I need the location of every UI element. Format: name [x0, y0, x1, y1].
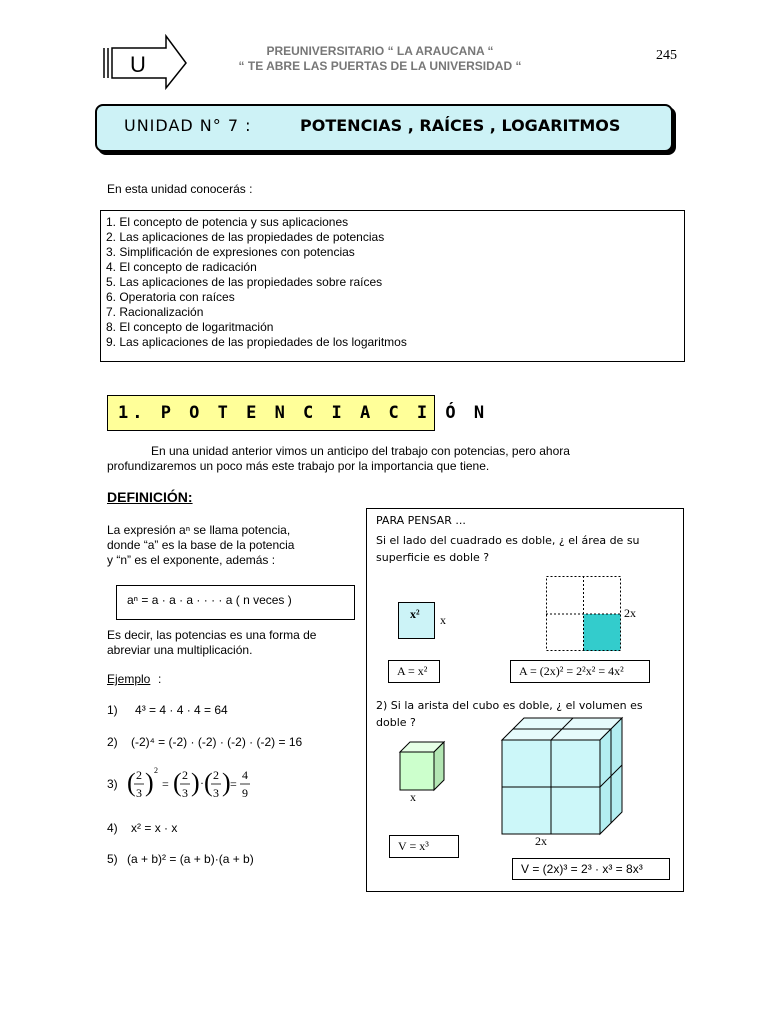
definition-line-2: donde “a” es la base de la potencia [107, 538, 295, 552]
svg-text:=: = [230, 777, 237, 791]
example-number: 1) [107, 703, 118, 717]
svg-text:2: 2 [136, 768, 142, 782]
example-5 [107, 852, 254, 866]
small-cube [398, 740, 448, 792]
think-question-1: Si el lado del cuadrado es doble, ¿ el área de su superficie es doble ? [376, 534, 640, 564]
paragraph-line-1: En una unidad anterior vimos un anticipo del trabajo con potencias, pero ahora [151, 444, 570, 458]
big-square-grid [546, 576, 622, 652]
power-formula: aⁿ = a · a · a · · · · a ( n veces ) [116, 585, 355, 620]
small-cube-side-label: x [410, 790, 416, 804]
svg-text:(: ( [173, 768, 182, 797]
topic-item: 1. El concepto de potencia y sus aplicaciones [106, 215, 349, 229]
topic-item: 6. Operatoria con raíces [106, 290, 235, 304]
area-big-formula: A = (2x)² = 2²x² = 4x² [510, 660, 650, 683]
intro-paragraph [107, 444, 607, 474]
area-small-formula: A = x² [388, 660, 440, 683]
svg-text:): ) [191, 768, 200, 797]
examples-title: Ejemplo [107, 672, 151, 686]
example-4 [107, 821, 177, 835]
svg-text:=: = [162, 777, 169, 791]
svg-text:2: 2 [154, 766, 158, 775]
think-question-2: 2) Si la arista del cubo es doble, ¿ el volumen es doble ? [376, 699, 643, 729]
example-number-3: 3) [107, 777, 118, 791]
definition-line-3: y “n” es el exponente, además : [107, 553, 276, 567]
example-expression: (-2)⁴ = (-2) · (-2) · (-2) · (-2) = 16 [131, 735, 303, 749]
definition-title: DEFINICIÓN: [107, 489, 193, 505]
unit-logo-letter: U [130, 52, 146, 77]
svg-text:3: 3 [182, 786, 188, 800]
example-number: 4) [107, 821, 118, 835]
svg-text:·: · [200, 776, 204, 790]
big-cube [500, 716, 626, 838]
unit-label: UNIDAD N° 7 : [124, 116, 252, 135]
example-1 [107, 703, 228, 717]
svg-text:9: 9 [242, 786, 248, 800]
institution-header [200, 44, 560, 74]
think-title: PARA PENSAR ... [376, 514, 466, 527]
page-number: 245 [656, 48, 677, 63]
summary-line-2: abreviar una multiplicación. [107, 643, 253, 657]
topic-item: 9. Las aplicaciones de las propiedades de los logaritmos [106, 335, 407, 349]
topic-item: 3. Simplificación de expresiones con potencias [106, 245, 355, 259]
small-square-side-label: x [440, 613, 446, 627]
svg-text:4: 4 [242, 768, 248, 782]
svg-text:3: 3 [213, 786, 219, 800]
svg-text:(: ( [127, 768, 136, 797]
example-expression: (a + b)² = (a + b)·(a + b) [127, 852, 254, 866]
section-title: 1. P O T E N C I A C I Ó N [118, 403, 489, 423]
example-number: 2) [107, 735, 118, 749]
svg-text:): ) [222, 768, 231, 797]
example-3-fraction [124, 764, 254, 804]
volume-big-formula: V = (2x)³ = 2³ · x³ = 8x³ [512, 858, 670, 880]
topics-list [100, 210, 685, 362]
svg-text:2: 2 [182, 768, 188, 782]
topic-item: 5. Las aplicaciones de las propiedades sobre raíces [106, 275, 383, 289]
topic-item: 2. Las aplicaciones de las propiedades de potencias [106, 230, 385, 244]
svg-text:): ) [145, 768, 154, 797]
example-number: 5) [107, 852, 118, 866]
paragraph-line-2: profundizaremos un poco más este trabajo por la importancia que tiene. [107, 459, 490, 473]
definition-line-1: La expresión aⁿ se llama potencia, [107, 523, 291, 537]
unit-topic: POTENCIAS , RAÍCES , LOGARITMOS [300, 116, 621, 135]
topic-item: 7. Racionalización [106, 305, 204, 319]
topic-item: 8. El concepto de logaritmación [106, 320, 274, 334]
small-square-label: x² [410, 607, 420, 621]
examples-title-colon: : [158, 672, 162, 686]
intro-text: En esta unidad conocerás : [107, 182, 253, 196]
topic-item: 4. El concepto de radicación [106, 260, 257, 274]
example-2 [107, 735, 302, 749]
example-expression: x² = x · x [131, 821, 178, 835]
unit-logo-arrow-icon [102, 34, 188, 90]
definition-summary [107, 628, 347, 658]
svg-text:2: 2 [213, 768, 219, 782]
big-square-side-label: 2x [624, 606, 636, 620]
example-expression: 4³ = 4 · 4 · 4 = 64 [135, 703, 228, 717]
header-line-1: PREUNIVERSITARIO “ LA ARAUCANA “ [266, 44, 494, 58]
summary-line-1: Es decir, las potencias es una forma de [107, 628, 317, 642]
definition-body [107, 523, 337, 568]
volume-small-formula: V = x³ [389, 835, 459, 858]
svg-text:(: ( [204, 768, 213, 797]
svg-text:3: 3 [136, 786, 142, 800]
header-line-2: “ TE ABRE LAS PUERTAS DE LA UNIVERSIDAD “ [238, 59, 522, 73]
big-cube-side-label: 2x [535, 834, 547, 848]
